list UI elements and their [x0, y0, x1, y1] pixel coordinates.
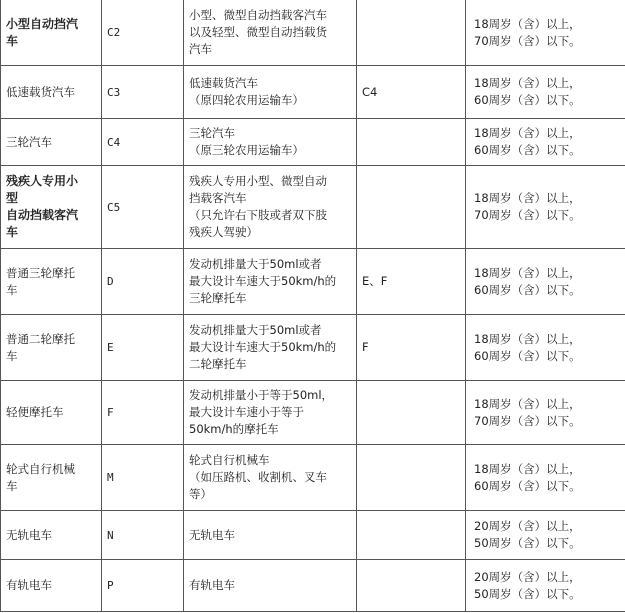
table-row [1, 315, 625, 381]
vehicle-type-cell: 普通三轮摩托 车 [1, 249, 102, 315]
age-requirement-cell: 20周岁（含）以上， 50周岁（含）以下。 [466, 511, 625, 560]
age-requirement-cell: 20周岁（含）以上， 50周岁（含）以下。 [466, 560, 625, 612]
age-requirement-cell: 18周岁（含）以上， 60周岁（含）以下。 [466, 249, 625, 315]
allowed-vehicles-cell: 残疾人专用小型、微型自动 挡载客汽车 （只允许右下肢或者双下肢 残疾人驾驶） [184, 166, 357, 249]
other-allowed-classes-cell [357, 381, 466, 445]
vehicle-type-cell: 普通二轮摩托 车 [1, 315, 102, 381]
age-requirement-cell: 18周岁（含）以上， 70周岁（含）以下。 [466, 0, 625, 66]
table-row [1, 381, 625, 445]
license-code-cell: P [102, 560, 184, 612]
vehicle-type-cell: 小型自动挡汽 车 [1, 0, 102, 66]
other-allowed-classes-cell [357, 119, 466, 166]
allowed-vehicles-cell: 发动机排量大于50ml或者 最大设计车速大于50km/h的 三轮摩托车 [184, 249, 357, 315]
age-requirement-cell: 18周岁（含）以上， 60周岁（含）以下。 [466, 119, 625, 166]
age-requirement-cell: 18周岁（含）以上， 60周岁（含）以下。 [466, 315, 625, 381]
allowed-vehicles-cell: 无轨电车 [184, 511, 357, 560]
vehicle-type-cell: 三轮汽车 [1, 119, 102, 166]
table-row [1, 0, 625, 66]
other-allowed-classes-cell: E、F [357, 249, 466, 315]
allowed-vehicles-cell: 有轨电车 [184, 560, 357, 612]
table-row [1, 166, 625, 249]
allowed-vehicles-cell: 轮式自行机械车 （如压路机、收割机、叉车 等） [184, 445, 357, 511]
license-code-cell: F [102, 381, 184, 445]
age-requirement-cell: 18周岁（含）以上， 60周岁（含）以下。 [466, 445, 625, 511]
table-row [1, 66, 625, 119]
license-code-cell: M [102, 445, 184, 511]
other-allowed-classes-cell [357, 0, 466, 66]
allowed-vehicles-cell: 发动机排量小于等于50ml， 最大设计车速小于等于 50km/h的摩托车 [184, 381, 357, 445]
license-code-cell: E [102, 315, 184, 381]
table-row [1, 560, 625, 612]
license-code-cell: C4 [102, 119, 184, 166]
other-allowed-classes-cell [357, 166, 466, 249]
vehicle-type-cell: 低速载货汽车 [1, 66, 102, 119]
vehicle-type-cell: 有轨电车 [1, 560, 102, 612]
license-code-cell: C3 [102, 66, 184, 119]
age-requirement-cell: 18周岁（含）以上， 60周岁（含）以下。 [466, 66, 625, 119]
vehicle-type-cell: 残疾人专用小 型 自动挡载客汽 车 [1, 166, 102, 249]
age-requirement-cell: 18周岁（含）以上， 70周岁（含）以下。 [466, 381, 625, 445]
vehicle-type-cell: 轻便摩托车 [1, 381, 102, 445]
allowed-vehicles-cell: 低速载货汽车 （原四轮农用运输车） [184, 66, 357, 119]
table-row [1, 249, 625, 315]
vehicle-type-cell: 轮式自行机械 车 [1, 445, 102, 511]
table-row [1, 445, 625, 511]
vehicle-type-cell: 无轨电车 [1, 511, 102, 560]
table-body [1, 0, 625, 612]
license-code-cell: N [102, 511, 184, 560]
other-allowed-classes-cell: C4 [357, 66, 466, 119]
license-code-cell: C5 [102, 166, 184, 249]
allowed-vehicles-cell: 发动机排量大于50ml或者 最大设计车速大于50km/h的 二轮摩托车 [184, 315, 357, 381]
other-allowed-classes-cell [357, 445, 466, 511]
license-code-cell: D [102, 249, 184, 315]
other-allowed-classes-cell [357, 511, 466, 560]
age-requirement-cell: 18周岁（含）以上， 70周岁（含）以下。 [466, 166, 625, 249]
other-allowed-classes-cell: F [357, 315, 466, 381]
other-allowed-classes-cell [357, 560, 466, 612]
table-row [1, 511, 625, 560]
license-code-cell: C2 [102, 0, 184, 66]
allowed-vehicles-cell: 小型、微型自动挡载客汽车 以及轻型、微型自动挡载货 汽车 [184, 0, 357, 66]
allowed-vehicles-cell: 三轮汽车 （原三轮农用运输车） [184, 119, 357, 166]
table-row [1, 119, 625, 166]
